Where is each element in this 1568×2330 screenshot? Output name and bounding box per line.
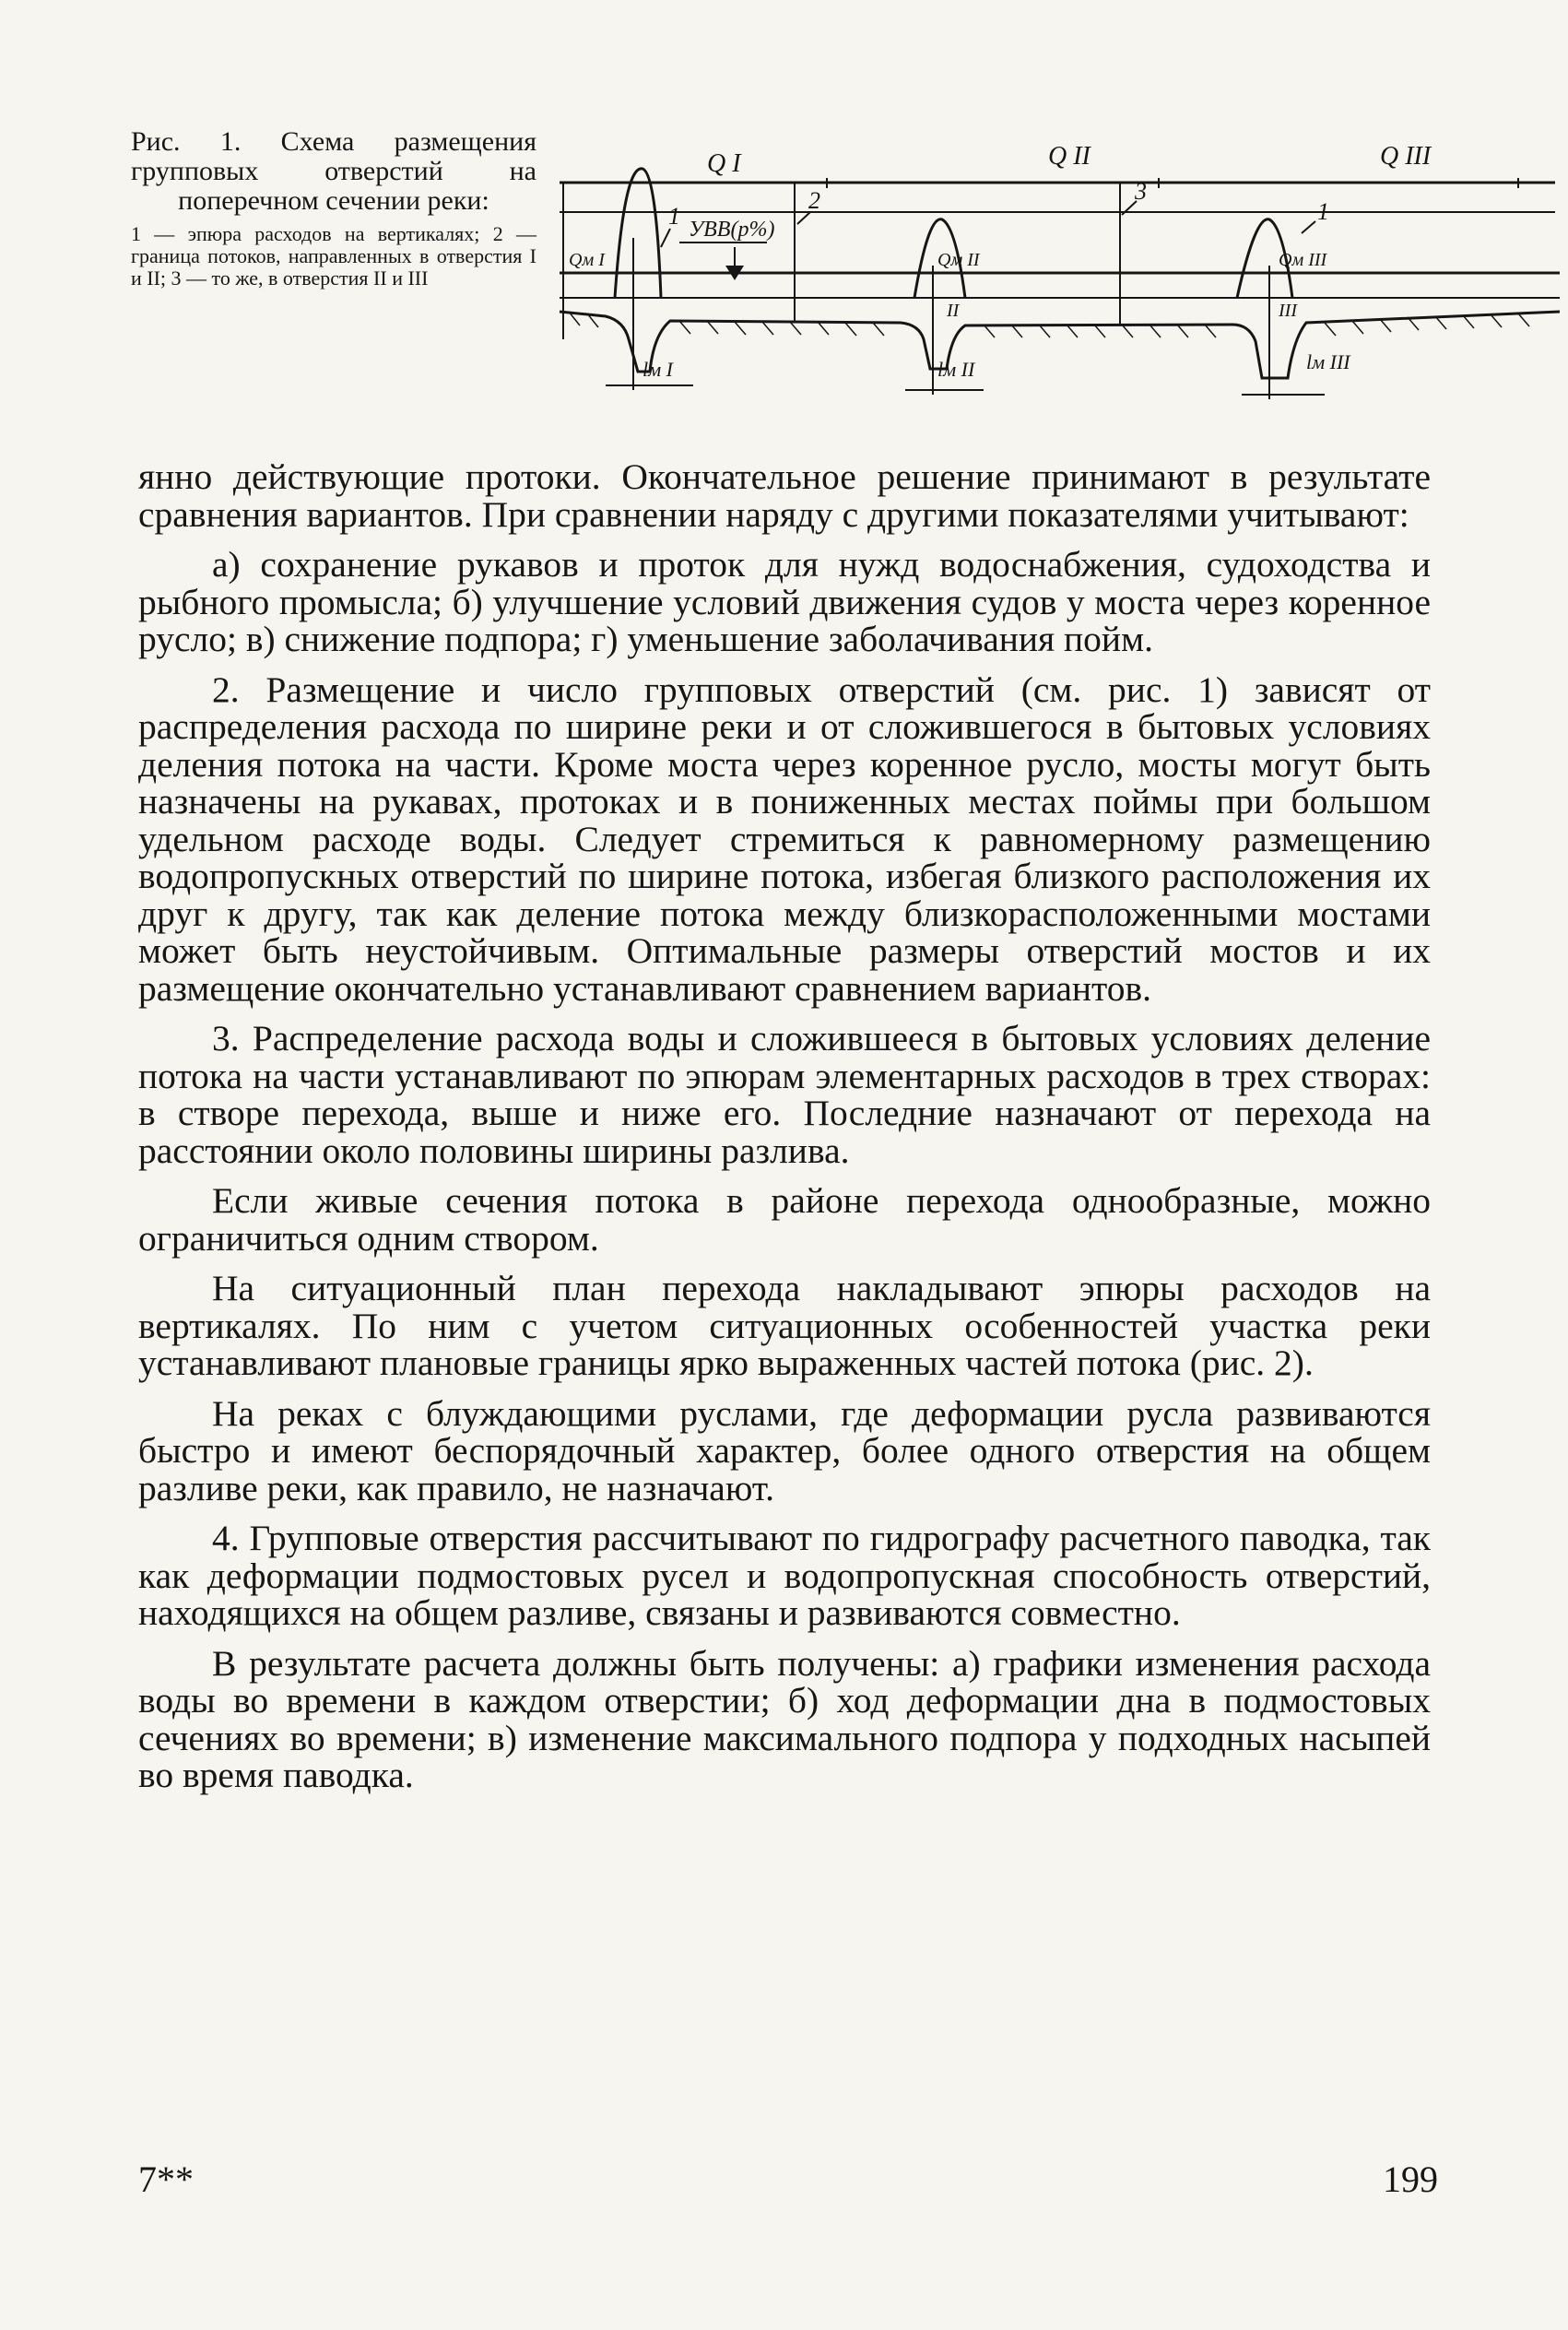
paragraph-6: На ситуационный план перехода накладывают эпюры расходов на вертикалях. По ним с учетом ситуационных особенностей участка реки устанавливают плановые границы ярко выраженных частей потока (рис. 2).	[138, 1268, 1431, 1383]
signature-mark: 7**	[138, 2159, 194, 2200]
label-num-1b: 1	[1317, 198, 1329, 225]
body-text	[138, 458, 1431, 1807]
page-number: 199	[1383, 2159, 1438, 2200]
label-num-3: 3	[1135, 178, 1147, 205]
label-roman-3: III	[1279, 301, 1297, 321]
label-q3: Q III	[1380, 142, 1432, 171]
label-roman-2: II	[947, 301, 960, 321]
paragraph-8: 4. Групповые отверстия рассчитывают по гидрографу расчетного паводка, так как деформации подмостовых русел и водопропускная способность отверстий, находящихся на общем разливе, связаны и развиваются совместно.	[138, 1518, 1431, 1633]
label-q2: Q II	[1048, 142, 1091, 171]
paragraph-3: 2. Размещение и число групповых отверстий (см. рис. 1) зависят от распределения расхода по ширине реки и от сложившегося в бытовых условиях деления потока на части. Кроме моста через коренное русло, мосты могут быть назначены на рукавах, протоках и в пониженных местах поймы при большом удельном расходе воды. Следует стремиться к равномерному размещению водопропускных отверстий по ширине потока, избегая близкого расположения их друг к другу, так как деление потока между близкорасположенными мостами может быть неустойчивым. Оптимальные размеры отверстий мостов и их размещение окончательно устанавливают сравнением вариантов.	[138, 668, 1431, 1009]
paragraph-2: а) сохранение рукавов и проток для нужд водоснабжения, судоходства и рыбного промысла; б) улучшение условий движения судов у моста через коренное русло; в) снижение подпора; г) уменьшение заболачивания пойм.	[138, 544, 1431, 659]
label-q1: Q I	[707, 149, 741, 178]
paragraph-9: В результате расчета должны быть получены: а) графики изменения расхода воды во времени в каждом отверстии; б) ход деформации дна в подмостовых сечениях во времени; в) изменение максимального подпора у подходных насыпей во время паводка.	[138, 1642, 1431, 1795]
label-qm2: Qм II	[937, 250, 980, 270]
label-lm3: lм III	[1306, 350, 1350, 373]
figure-caption-legend: 1 — эпюра расходов на вертикалях; 2 — граница потоков, направленных в отверстия I и II; 3 — то же, в отверстия II и III	[131, 222, 536, 290]
label-qm3: Qм III	[1279, 250, 1327, 270]
paragraph-7: На реках с блуждающими руслами, где деформации русла развиваются быстро и имеют беспорядочный характер, более одного отверстия на общем разливе реки, как правило, не назначают.	[138, 1392, 1431, 1508]
paragraph-5: Если живые сечения потока в районе перехода однообразные, можно ограничиться одним створом.	[138, 1180, 1431, 1259]
river-cross-section-diagram	[550, 127, 1568, 404]
figure-1	[131, 127, 1440, 404]
label-lm1: lм I	[643, 358, 673, 381]
label-lm2: lм II	[937, 358, 975, 381]
label-qm1: Qм I	[569, 250, 605, 270]
figure-caption-title: Рис. 1. Схема размещения групповых отверстий на поперечном сечении реки:	[131, 126, 536, 216]
paragraph-4: 3. Распределение расхода воды и сложившееся в бытовых условиях деление потока на части устанавливают по эпюрам элементарных расходов в трех створах: в створе перехода, выше и ниже его. Последние назначают от перехода на расстоянии около половины ширины разлива.	[138, 1018, 1431, 1171]
label-num-2: 2	[808, 187, 820, 214]
figure-caption	[131, 127, 536, 290]
paragraph-1: янно действующие протоки. Окончательное решение принимают в результате сравнения вариантов. При сравнении наряду с другими показателями учитывают:	[138, 456, 1431, 535]
label-uvv: УВВ(р%)	[689, 218, 775, 242]
label-num-1: 1	[668, 203, 680, 230]
